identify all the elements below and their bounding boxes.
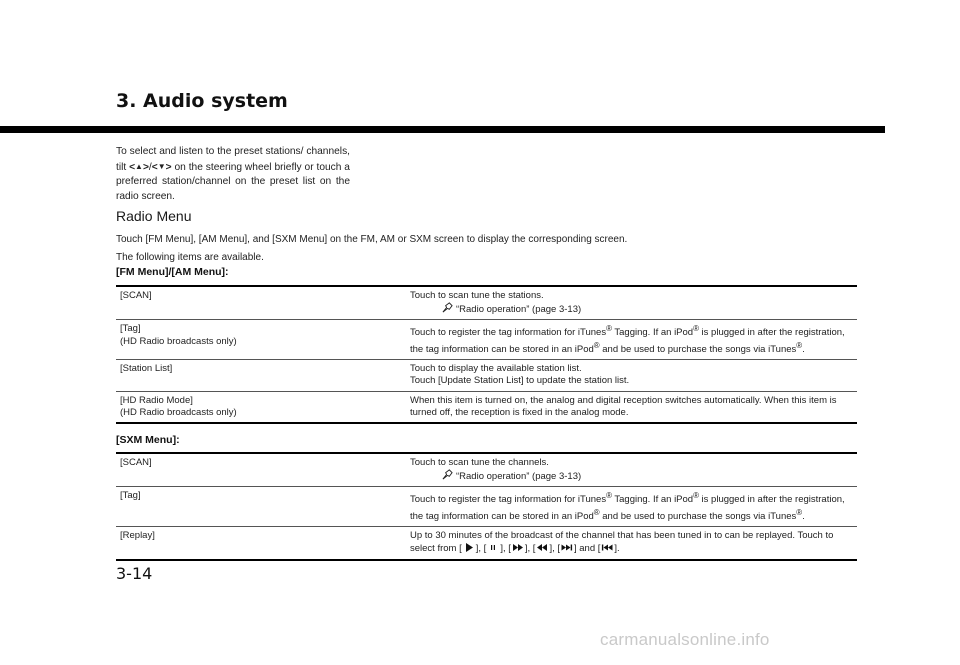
intro-paragraph: [116, 145, 350, 204]
reference-pointer-icon: [442, 469, 453, 480]
menu-item-description: Touch to scan tune the stations. “Radio operation” (page 3-13): [406, 286, 857, 320]
menu-item-name: [SCAN]: [120, 457, 152, 468]
radio-menu-paragraph-2: The following items are available.: [116, 252, 264, 263]
section-title: 3. Audio system: [116, 90, 288, 112]
menu-item-name: [Tag]: [116, 487, 406, 527]
fm-am-menu-table: [116, 285, 857, 424]
fm-am-menu-caption: [FM Menu]/[AM Menu]:: [116, 266, 229, 278]
play-icon: [462, 542, 476, 553]
intro-text-2: on the steering wheel briefly or touch a preferred station/channel on the preset list on the radio screen.: [116, 161, 350, 202]
menu-item-name: [Replay]: [116, 527, 406, 560]
page-reference[interactable]: “Radio operation” (page 3-13): [410, 469, 853, 483]
menu-item-description: Touch to register the tag information for iTunes® Tagging. If an iPod® is plugged in after the registration, the tag information can be stored in an iPod® and be used to purchase the songs via iTunes®.: [406, 320, 857, 360]
table-row: [116, 487, 857, 527]
menu-item-description: Touch to register the tag information for iTunes® Tagging. If an iPod® is plugged in after the registration, the tag information can be stored in an iPod® and be used to purchase the songs via iTunes®.: [406, 487, 857, 527]
menu-item-description: Touch to scan tune the channels. “Radio operation” (page 3-13): [406, 453, 857, 487]
watermark: carmanualsonline.info: [600, 630, 770, 649]
page-number: 3-14: [116, 564, 153, 583]
table-row: [116, 320, 857, 360]
fast-forward-icon: [511, 542, 525, 553]
rewind-icon: [535, 542, 549, 553]
tilt-down-symbol: <▼>: [151, 161, 172, 173]
skip-next-icon: [560, 542, 574, 553]
pause-icon: [486, 542, 500, 553]
tilt-separator: /: [148, 161, 152, 173]
section-divider: [0, 126, 885, 133]
menu-item-name: [Station List]: [116, 360, 406, 391]
intro-text-1: To select and listen to the preset stations/ channels, tilt: [116, 146, 350, 173]
skip-previous-icon: [600, 542, 614, 553]
table-row: [116, 360, 857, 391]
reference-pointer-icon: [442, 302, 453, 313]
menu-item-description: Touch to display the available station list. Touch [Update Station List] to update the station list.: [406, 360, 857, 391]
menu-item-description: When this item is turned on, the analog and digital reception switches automatically. When this item is turned off, the reception is fixed in the analog mode.: [406, 391, 857, 423]
table-row: [116, 286, 857, 320]
table-row: [116, 391, 857, 423]
page-reference[interactable]: “Radio operation” (page 3-13): [410, 302, 853, 316]
menu-item-name: [SCAN]: [120, 290, 152, 301]
table-row: [116, 527, 857, 560]
menu-item-name: [HD Radio Mode] (HD Radio broadcasts only): [116, 391, 406, 423]
radio-menu-heading: Radio Menu: [116, 208, 192, 224]
radio-menu-paragraph-1: Touch [FM Menu], [AM Menu], and [SXM Menu] on the FM, AM or SXM screen to display the corresponding screen.: [116, 234, 628, 245]
menu-item-description: Up to 30 minutes of the broadcast of the channel that has been tuned in to can be replayed. Touch to select from [ ], [ ], [ ], [ ], [ ] and [ ].: [406, 527, 857, 560]
menu-item-name: [Tag] (HD Radio broadcasts only): [116, 320, 406, 360]
tilt-up-symbol: <▲>: [129, 161, 149, 173]
sxm-menu-table: [116, 452, 857, 561]
sxm-menu-caption: [SXM Menu]:: [116, 434, 180, 446]
table-row: [116, 453, 857, 487]
